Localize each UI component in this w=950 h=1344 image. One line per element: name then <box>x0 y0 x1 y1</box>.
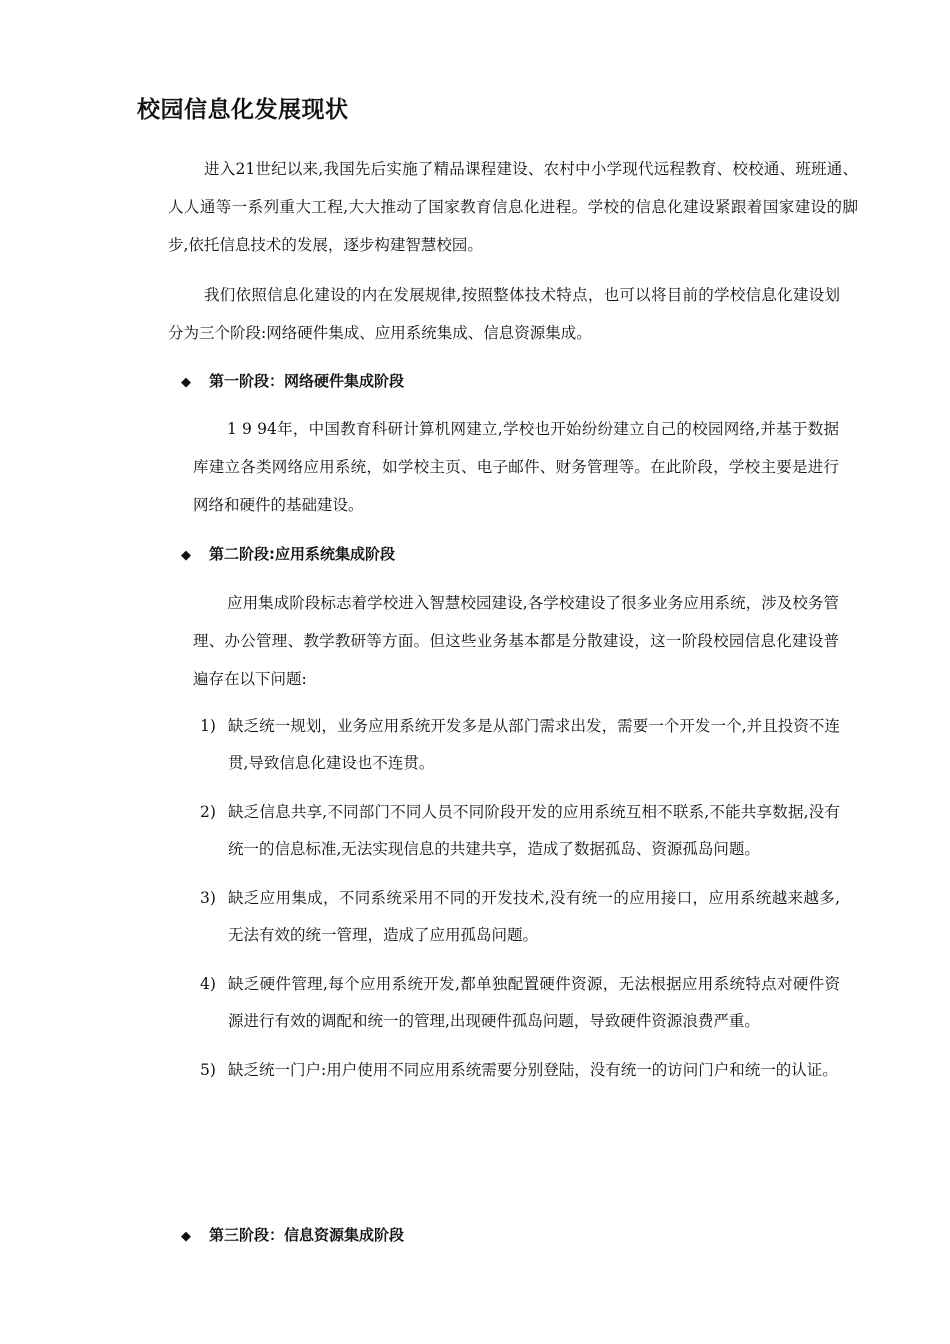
stage2-heading <box>181 539 395 571</box>
list-item <box>200 880 840 954</box>
stage3-heading <box>181 1220 404 1252</box>
list-item-text: 缺乏信息共享,不同部门不同人员不同阶段开发的应用系统互相不联系,不能共享数据,没有统一的信息标准,无法实现信息的共建共享，造成了数据孤岛、资源孤岛问题。 <box>228 803 840 858</box>
stage1-heading <box>181 366 404 398</box>
stage3-heading-text: 第三阶段：信息资源集成阶段 <box>209 1226 405 1244</box>
list-item <box>200 794 840 868</box>
problem-list <box>200 708 840 1101</box>
diamond-bullet-icon: ◆ <box>181 1229 191 1244</box>
list-item <box>200 966 840 1040</box>
list-item-number: 4) <box>200 975 216 993</box>
list-item <box>200 1052 840 1089</box>
list-item-number: 5) <box>200 1061 216 1079</box>
stage1-heading-text: 第一阶段：网络硬件集成阶段 <box>209 372 405 390</box>
list-item-number: 1) <box>200 717 216 735</box>
list-item-text: 缺乏应用集成，不同系统采用不同的开发技术,没有统一的应用接口，应用系统越来越多,无法有效的统一管理，造成了应用孤岛问题。 <box>228 889 840 944</box>
list-item-text: 缺乏统一门户:用户使用不同应用系统需要分别登陆，没有统一的访问门户和统一的认证。 <box>228 1061 838 1079</box>
page-title: 校园信息化发展现状 <box>137 97 349 123</box>
list-item-number: 3) <box>200 889 216 907</box>
stage2-heading-text: 第二阶段:应用系统集成阶段 <box>209 545 395 563</box>
stage2-paragraph: 应用集成阶段标志着学校进入智慧校园建设,各学校建设了很多业务应用系统，涉及校务管理、办公管理、教学教研等方面。但这些业务基本都是分散建设，这一阶段校园信息化建设普遍存在以下问题: <box>193 594 839 688</box>
intro-paragraph: 进入21世纪以来,我国先后实施了精品课程建设、农村中小学现代远程教育、校校通、班班通、人人通等一系列重大工程,大大推动了国家教育信息化进程。学校的信息化建设紧跟着国家建设的脚步,依托信息技术的发展，逐步构建智慧校园。 <box>168 160 858 254</box>
list-item-text: 缺乏统一规划，业务应用系统开发多是从部门需求出发，需要一个开发一个,并且投资不连贯,导致信息化建设也不连贯。 <box>228 717 840 772</box>
diamond-bullet-icon: ◆ <box>181 375 191 390</box>
list-item-text: 缺乏硬件管理,每个应用系统开发,都单独配置硬件资源，无法根据应用系统特点对硬件资源进行有效的调配和统一的管理,出现硬件孤岛问题，导致硬件资源浪费严重。 <box>228 975 840 1030</box>
diamond-bullet-icon: ◆ <box>181 548 191 563</box>
stages-overview-paragraph: 我们依照信息化建设的内在发展规律,按照整体技术特点，也可以将目前的学校信息化建设划分为三个阶段:网络硬件集成、应用系统集成、信息资源集成。 <box>168 286 840 342</box>
list-item-number: 2) <box>200 803 216 821</box>
list-item <box>200 708 840 782</box>
stage1-paragraph: 1 9 94年，中国教育科研计算机网建立,学校也开始纷纷建立自己的校园网络,并基于数据库建立各类网络应用系统，如学校主页、电子邮件、财务管理等。在此阶段，学校主要是进行网络和硬件的基础建设。 <box>193 420 839 514</box>
